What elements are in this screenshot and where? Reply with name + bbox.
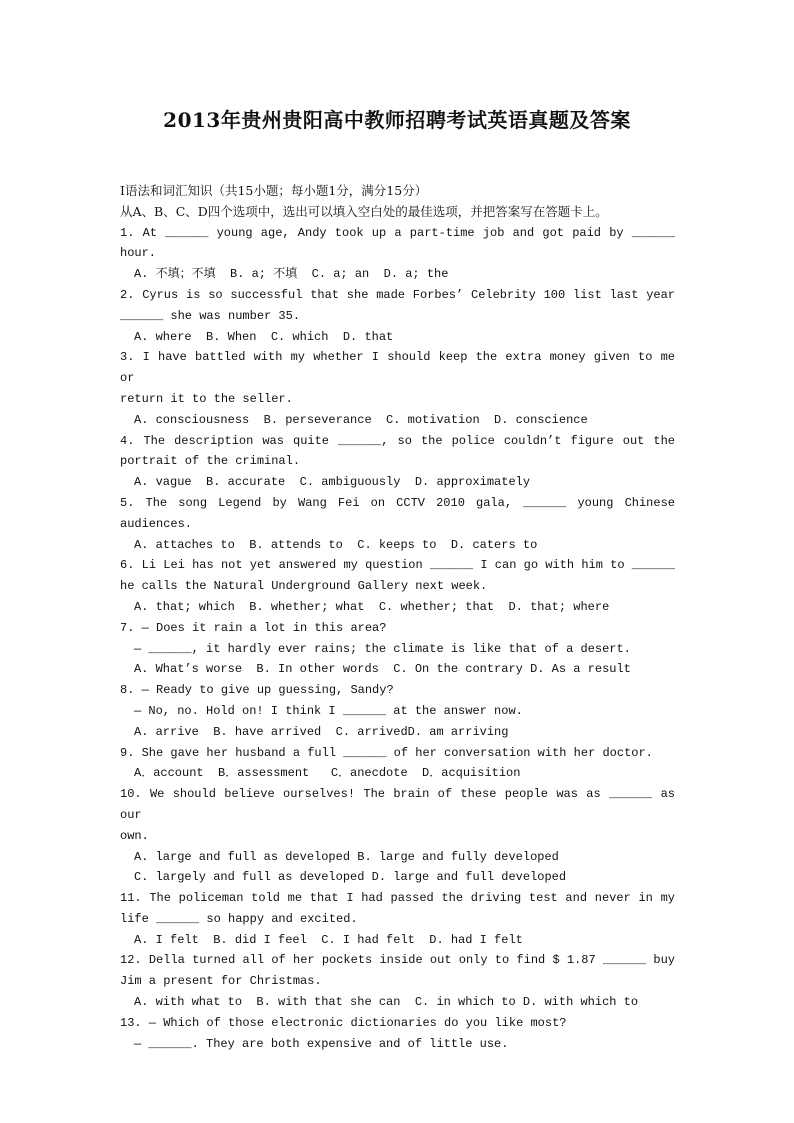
question-line: own.	[120, 828, 149, 843]
question-line: 5. The song Legend by Wang Fei on CCTV 2010 gala, ______ young Chinese	[120, 495, 675, 510]
question-line: 4. The description was quite ______, so the police couldn’t figure out the	[120, 433, 675, 448]
question-line: 9. She gave her husband a full ______ of her conversation with her doctor.	[120, 745, 653, 760]
dialogue-line: — ______. They are both expensive and of little use.	[134, 1036, 509, 1051]
question-line: he calls the Natural Underground Gallery next week.	[120, 579, 488, 594]
answer-options: A. 不填；不填 B. a; 不填 C. a; an D. a; the	[134, 267, 449, 282]
dialogue-line: — ______, it hardly ever rains; the climate is like that of a desert.	[134, 641, 631, 656]
answer-options: C. largely and full as developed D. large and full developed	[134, 870, 567, 885]
question-line: 6. Li Lei has not yet answered my question ______ I can go with him to ______	[120, 558, 675, 573]
page-title: 2013年贵州贵阳高中教师招聘考试英语真题及答案	[163, 108, 631, 132]
question-line: 1. At ______ young age, Andy took up a part-time job and got paid by ______	[120, 225, 675, 240]
question-line: 11. The policeman told me that I had passed the driving test and never in my	[120, 891, 675, 906]
answer-options: A. where B. When C. which D. that	[134, 329, 394, 344]
answer-options: A. large and full as developed B. large and fully developed	[134, 849, 559, 864]
question-line: 3. I have battled with my whether I should keep the extra money given to me or	[120, 350, 675, 386]
question-line: hour.	[120, 246, 157, 261]
question-line: 12. Della turned all of her pockets inside out only to find $ 1.87 ______ buy	[120, 953, 675, 968]
answer-options: A. What’s worse B. In other words C. On the contrary D. As a result	[134, 662, 631, 677]
answer-options: A. with what to B. with that she can C. in which to D. with which to	[134, 995, 639, 1010]
instructions: 从A、B、C、D四个选项中，选出可以填入空白处的最佳选项，并把答案写在答题卡上。	[120, 203, 608, 219]
question-line: ______ she was number 35.	[120, 308, 301, 323]
document-body	[120, 181, 675, 1054]
question-list	[120, 223, 675, 1055]
question-line: Jim a present for Christmas.	[120, 974, 322, 989]
question-line: 2. Cyrus is so successful that she made Forbes’ Celebrity 100 list last year	[120, 287, 675, 302]
question-line: portrait of the criminal.	[120, 454, 301, 469]
question-line: 8. — Ready to give up guessing, Sandy?	[120, 683, 394, 698]
dialogue-line: — No, no. Hold on! I think I ______ at the answer now.	[134, 703, 523, 718]
question-line: audiences.	[120, 516, 193, 531]
question-line: 13. — Which of those electronic dictionaries do you like most?	[120, 1015, 567, 1030]
answer-options: A. attaches to B. attends to C. keeps to D. caters to	[134, 537, 538, 552]
answer-options: A. I felt B. did I feel C. I had felt D. had I felt	[134, 932, 523, 947]
question-line: return it to the seller.	[120, 391, 293, 406]
question-line: 7. — Does it rain a lot in this area?	[120, 620, 387, 635]
question-line: life ______ so happy and excited.	[120, 911, 358, 926]
answer-options: A. arrive B. have arrived C. arrivedD. am arriving	[134, 724, 509, 739]
section-header: Ⅰ语法和词汇知识（共15小题；每小题1分，满分15分）	[120, 183, 428, 198]
answer-options: A. vague B. accurate C. ambiguously D. approximately	[134, 475, 531, 490]
answer-options: A．account B．assessment C．anecdote D．acquisition	[134, 766, 521, 781]
question-line: 10. We should believe ourselves! The brain of these people was as ______ as our	[120, 787, 675, 822]
answer-options: A. that; which B. whether; what C. whether; that D. that; where	[134, 599, 610, 614]
answer-options: A. consciousness B. perseverance C. motivation D. conscience	[134, 412, 588, 427]
